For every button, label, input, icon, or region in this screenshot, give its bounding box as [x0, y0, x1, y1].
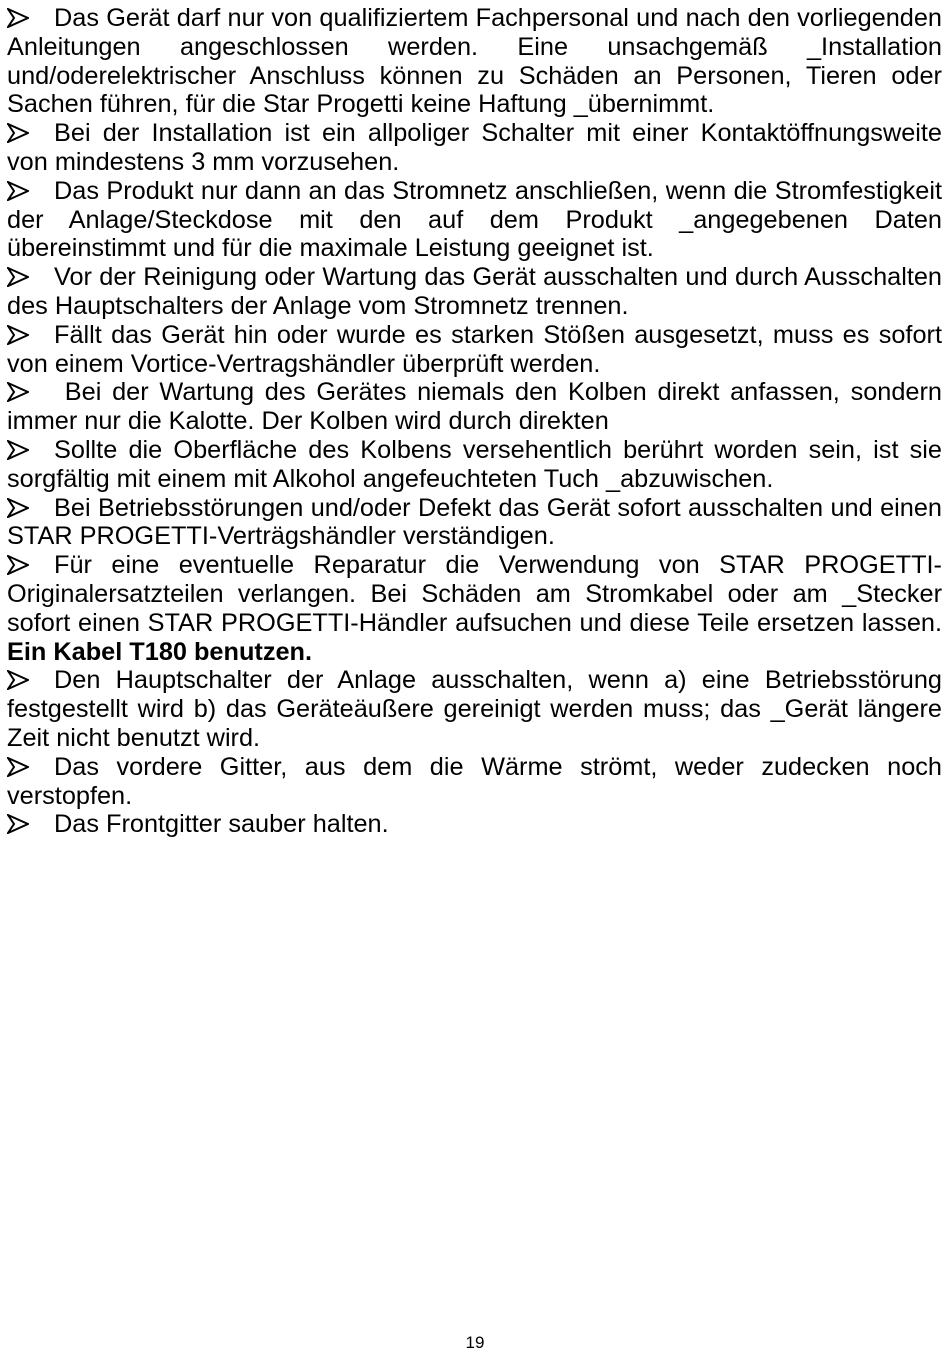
list-item-text: Das Gerät darf nur von qualifiziertem Fachpersonal und nach den vorliegenden Anleitungen angeschlossen werden. Eine unsachgemäß _Installation und/oderelektrischer Anschluss können zu Schäden an Personen, Tieren oder Sachen führen, für die Star Progetti keine Haftung _übernimmt.	[7, 4, 942, 119]
list-item	[7, 666, 942, 752]
list-item	[7, 551, 942, 666]
list-item-text: Vor der Reinigung oder Wartung das Gerät ausschalten und durch Ausschalten des Hauptschalters der Anlage vom Stromnetz trennen.	[7, 263, 942, 320]
arrowhead-bullet-icon	[7, 810, 41, 839]
list-item-text: Das Frontgitter sauber halten.	[54, 810, 389, 839]
arrowhead-bullet-icon	[7, 177, 41, 206]
list-item-text: Fällt das Gerät hin oder wurde es starken Stößen ausgesetzt, muss es sofort von einem Vortice-Vertragshändler überprüft werden.	[7, 320, 942, 378]
arrowhead-bullet-icon	[7, 263, 41, 292]
list-item-text: Für eine eventuelle Reparatur die Verwendung von STAR PROGETTI-Originalersatzteilen verlangen. Bei Schäden am Stromkabel oder am _Stecker sofort einen STAR PROGETTI-Händler aufsuchen und diese Teile ersetzen lassen.	[7, 551, 942, 637]
arrowhead-bullet-icon	[7, 119, 41, 148]
list-item-text: Bei der Installation ist ein allpoliger Schalter mit einer Kontaktöffnungsweite von mindestens 3 mm vorzusehen.	[7, 119, 942, 176]
arrowhead-bullet-icon	[7, 378, 41, 407]
list-item-text: Sollte die Oberfläche des Kolbens versehentlich berührt worden sein, ist sie sorgfältig mit einem mit Alkohol angefeuchteten Tuch _abzuwischen.	[7, 435, 942, 493]
list-item	[7, 119, 942, 177]
arrowhead-bullet-icon	[7, 436, 41, 465]
arrowhead-bullet-icon	[7, 494, 41, 523]
list-item	[7, 378, 942, 436]
arrowhead-bullet-icon	[7, 4, 41, 33]
page-number: 19	[465, 1333, 485, 1352]
list-item	[7, 810, 942, 839]
list-item	[7, 4, 942, 119]
list-item	[7, 263, 942, 321]
list-item-text: Das Produkt nur dann an das Stromnetz anschließen, wenn die Stromfestigkeit der Anlage/Steckdose mit den auf dem Produkt _angegebenen Daten übereinstimmt und für die maximale Leistung geeignet ist.	[7, 176, 942, 263]
arrowhead-bullet-icon	[7, 753, 41, 782]
list-item-text: Bei Betriebsstörungen und/oder Defekt das Gerät sofort ausschalten und einen STAR PROGETTI-Verträgshändler verständigen.	[7, 493, 942, 551]
arrowhead-bullet-icon	[7, 666, 41, 695]
arrowhead-bullet-icon	[7, 551, 41, 580]
list-item	[7, 177, 942, 263]
document-body	[7, 4, 942, 839]
list-item	[7, 436, 942, 494]
list-item-text: Den Hauptschalter der Anlage ausschalten, wenn a) eine Betriebsstörung festgestellt wird b) das Geräteäußere gereinigt werden muss; das _Gerät längere Zeit nicht benutzt wird.	[7, 666, 942, 752]
list-item	[7, 753, 942, 811]
list-item-text: Das vordere Gitter, aus dem die Wärme strömt, weder zudecken noch verstopfen.	[7, 752, 942, 810]
list-item	[7, 321, 942, 379]
list-item-text: Bei der Wartung des Gerätes niemals den Kolben direkt anfassen, sondern immer nur die Kalotte. Der Kolben wird durch direkten	[7, 378, 942, 436]
arrowhead-bullet-icon	[7, 321, 41, 350]
list-item-bold-text: Ein Kabel T180 benutzen.	[7, 637, 313, 666]
list-item	[7, 494, 942, 552]
